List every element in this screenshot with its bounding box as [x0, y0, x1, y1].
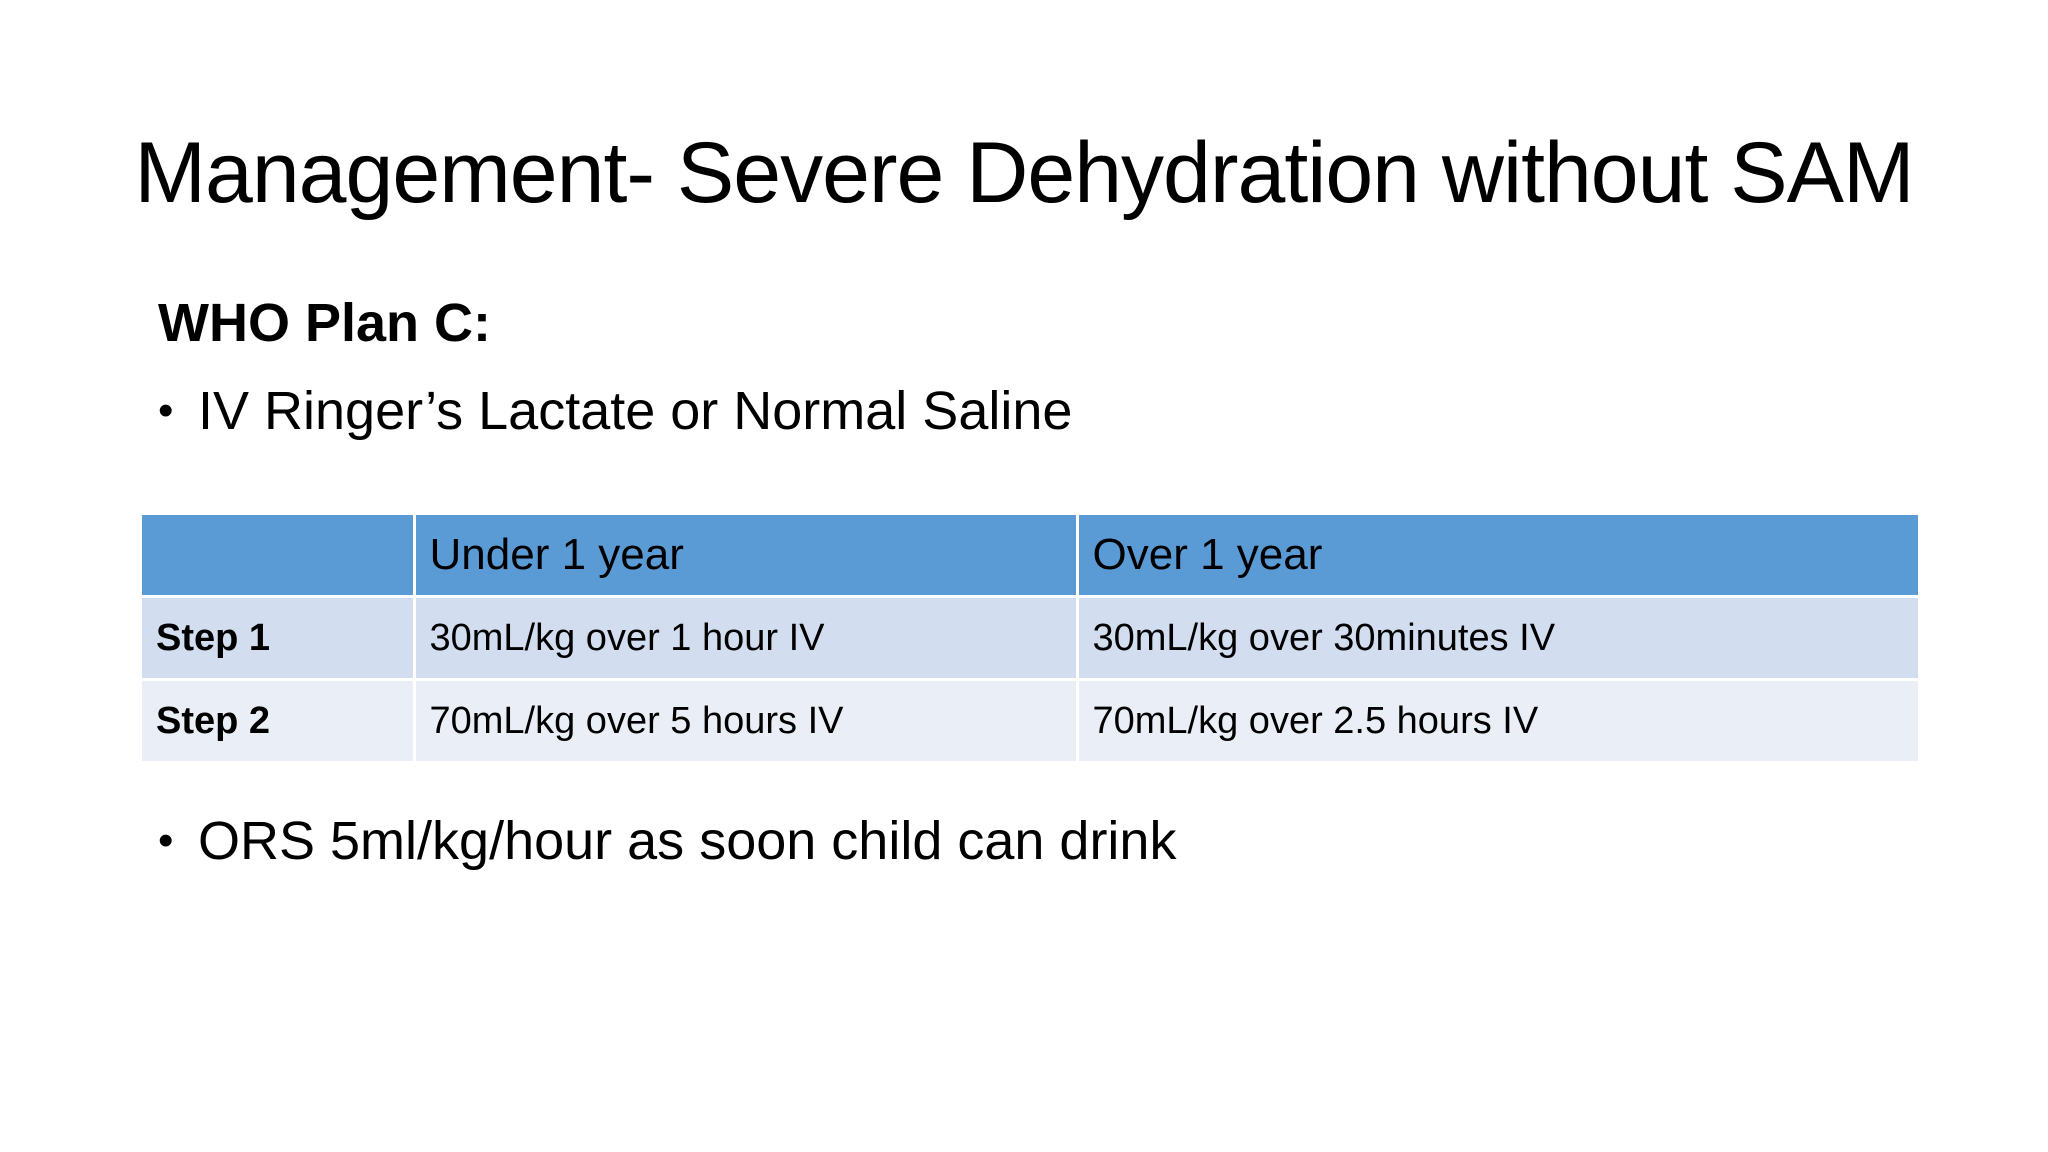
bullet-text: ORS 5ml/kg/hour as soon child can drink [198, 811, 1177, 871]
table-header-under-1-year: Under 1 year [414, 515, 1077, 597]
table-row [142, 597, 1918, 680]
table-cell: 70mL/kg over 5 hours IV [414, 680, 1077, 763]
bullet-text: IV Ringer’s Lactate or Normal Saline [198, 381, 1073, 441]
bullet-dot: • [158, 386, 174, 435]
table-row-label: Step 1 [142, 597, 414, 680]
slide-title: Management- Severe Dehydration without SAM [134, 125, 1914, 221]
table-header-row [142, 515, 1918, 597]
table-cell: 30mL/kg over 1 hour IV [414, 597, 1077, 680]
table-row [142, 680, 1918, 763]
table-header-cell-empty [142, 515, 414, 597]
table-row-label: Step 2 [142, 680, 414, 763]
table-cell: 70mL/kg over 2.5 hours IV [1077, 680, 1918, 763]
table-header-over-1-year: Over 1 year [1077, 515, 1918, 597]
bullet-item [158, 378, 1072, 444]
bullet-item [158, 808, 1176, 874]
plan-subheading: WHO Plan C: [158, 293, 491, 353]
bullet-dot: • [158, 816, 174, 865]
dosing-table [142, 515, 1918, 764]
table-cell: 30mL/kg over 30minutes IV [1077, 597, 1918, 680]
